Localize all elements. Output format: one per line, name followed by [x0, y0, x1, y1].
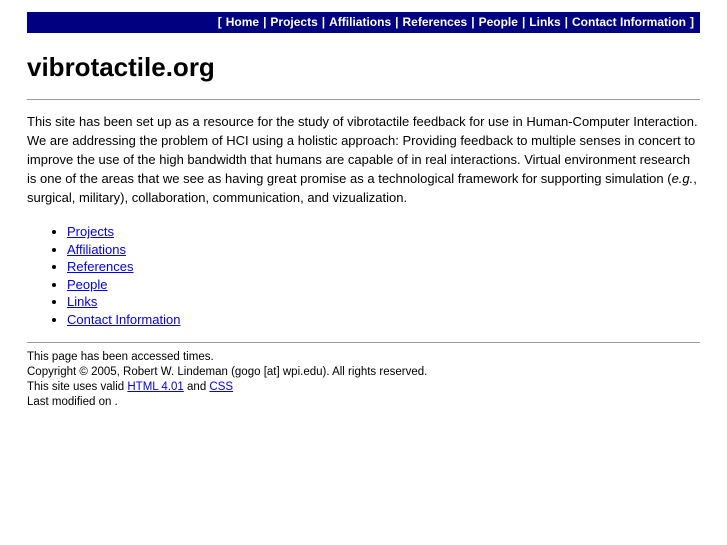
top-navbar — [27, 12, 700, 33]
navbar-separator: | — [321, 15, 326, 29]
navbar-separator: | — [471, 15, 475, 29]
intro-text-end: , surgical, military), collaboration, communication, and vizualization. — [27, 171, 697, 205]
list-item — [67, 311, 700, 329]
divider-top — [27, 99, 700, 100]
menu-link-projects[interactable]: Projects — [67, 224, 114, 239]
menu-list — [27, 223, 700, 328]
menu-link-links[interactable]: Links — [67, 294, 98, 309]
footer-html-401-link[interactable]: HTML 4.01 — [127, 381, 184, 393]
list-item — [67, 258, 700, 276]
footer-css-link[interactable]: CSS — [209, 381, 234, 393]
menu-link-people[interactable]: People — [67, 276, 108, 292]
intro-text-italic: e.g. — [671, 171, 694, 186]
navbar-separator: | — [395, 15, 399, 29]
navbar-link-links[interactable]: Links — [529, 15, 561, 29]
navbar-link-contact-information[interactable]: Contact Information — [572, 15, 686, 29]
intro-paragraph — [27, 112, 700, 207]
footer-valid-prefix: This site uses valid — [27, 381, 128, 393]
navbar-link-affiliations[interactable]: Affiliations — [329, 15, 392, 29]
navbar-separator: | — [263, 15, 267, 29]
navbar-separator: | — [564, 15, 568, 29]
list-item — [67, 223, 700, 241]
navbar-bracket-open: [ — [217, 15, 222, 29]
menu-link-affiliations[interactable]: Affiliations — [67, 241, 127, 257]
menu-link-references[interactable]: References — [67, 259, 134, 274]
list-item — [67, 276, 700, 294]
navbar-link-home[interactable]: Home — [225, 15, 260, 29]
navbar-link-people[interactable]: People — [478, 15, 518, 29]
footer-copyright-line: Copyright © 2005, Robert W. Lindeman (gogo [at] wpi.edu). All rights reserved. — [27, 366, 428, 378]
navbar-link-references[interactable]: References — [402, 15, 468, 29]
navbar-link-projects[interactable]: Projects — [270, 15, 318, 29]
navbar-separator: | — [521, 15, 526, 29]
list-item — [67, 293, 700, 311]
footer-valid-middle: and — [183, 381, 210, 393]
navbar-bracket-close: ] — [690, 15, 694, 29]
footer-accessed-line: This page has been accessed times. — [27, 351, 214, 363]
list-item — [67, 241, 700, 259]
menu-link-contact-information[interactable]: Contact Information — [67, 311, 181, 327]
intro-text-start: This site has been set up as a resource for the study of vibrotactile feedback for use in Human-Computer Interaction. We are addressing the problem of HCI using a holistic approach: Providing feedback to multiple senses in concert to improve the use of the high bandwidth that humans are capable of in real interactions. Virtual environment research is one of the areas that we see as having great promise as a technological framework for supporting simulation ( — [27, 114, 698, 186]
footer-validation-line — [27, 380, 700, 395]
footer-last-modified-line: Last modified on . — [27, 396, 118, 408]
page-title: vibrotactile.org — [27, 52, 215, 82]
divider-bottom — [27, 342, 700, 343]
footer — [27, 350, 700, 410]
